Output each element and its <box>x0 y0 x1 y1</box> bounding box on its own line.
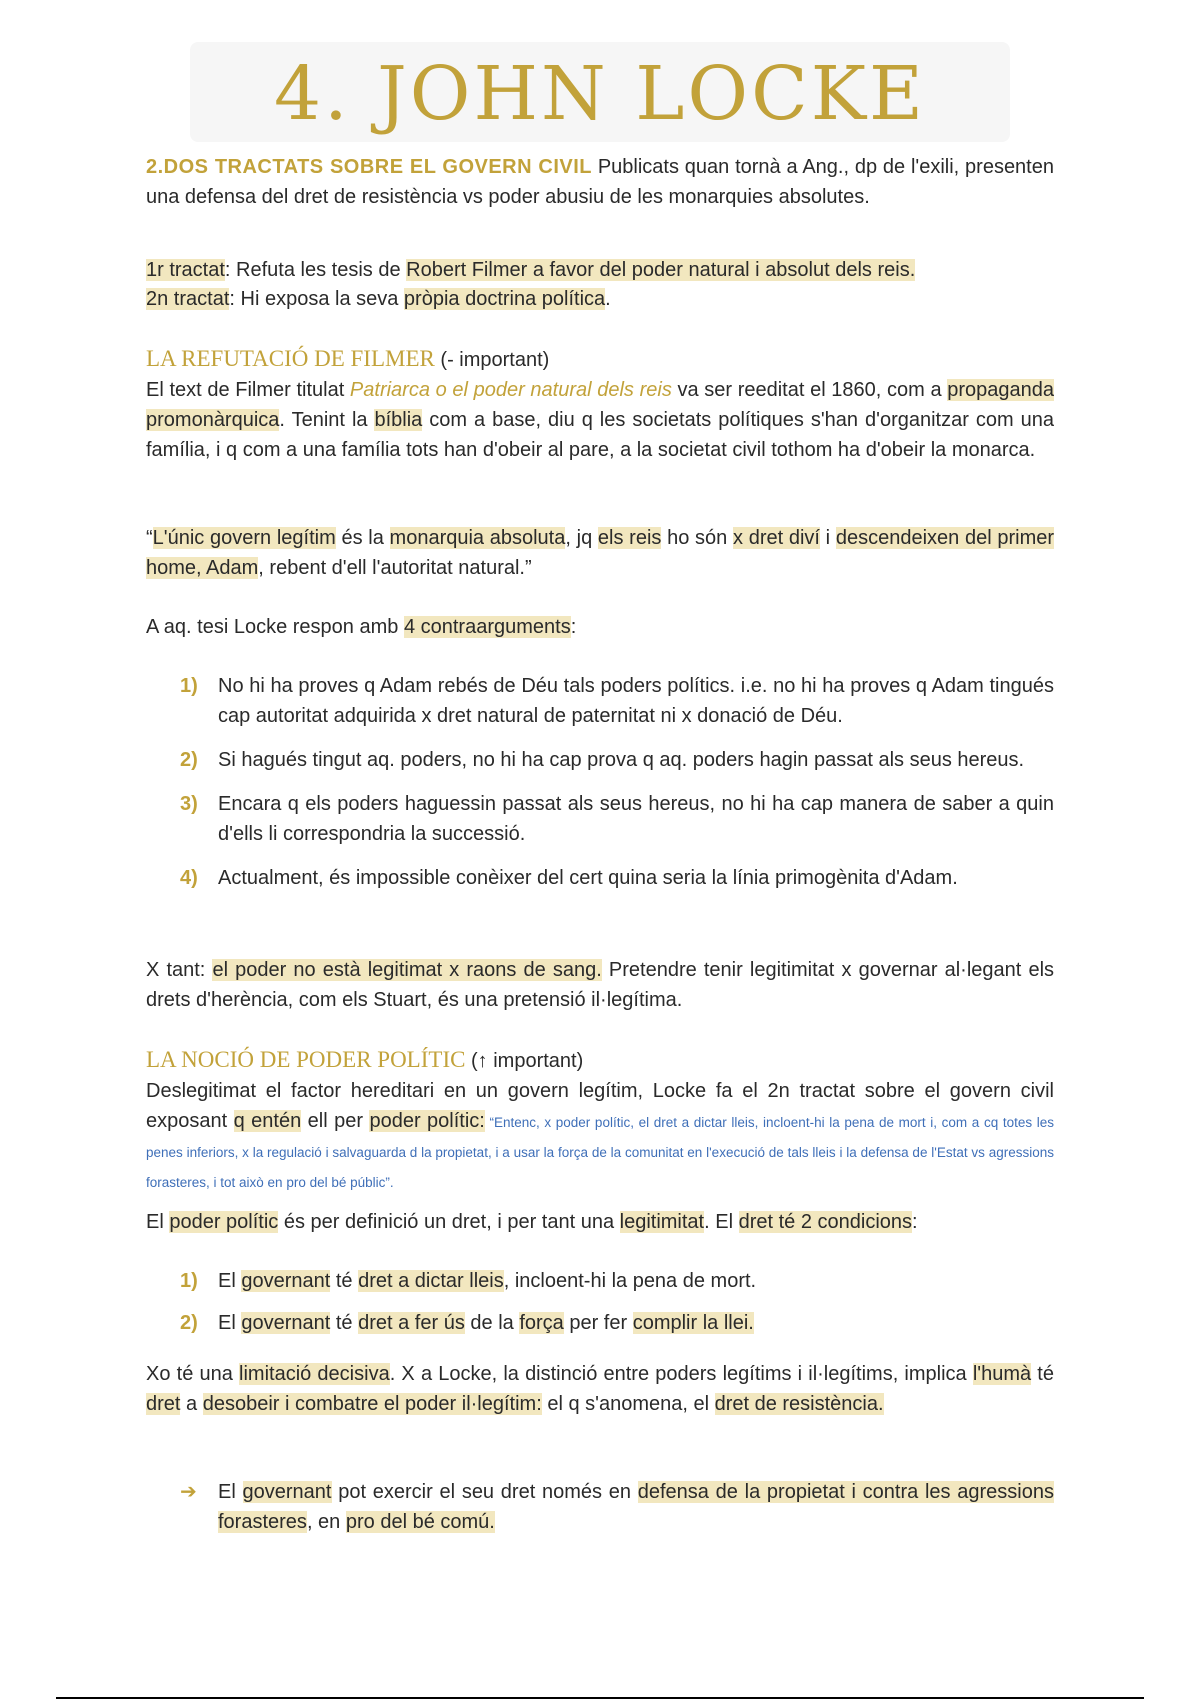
arrow-text-a: El <box>218 1481 243 1503</box>
refutacio-heading: LA REFUTACIÓ DE FILMER <box>146 346 435 371</box>
limitacio-paragraph <box>146 1359 1054 1419</box>
cond2-highlight-2: dret a fer ús <box>358 1312 465 1334</box>
nocio-highlight-1: q entén <box>233 1110 302 1132</box>
definition-text-a: El <box>146 1211 170 1233</box>
definition-highlight-2: legitimitat <box>619 1211 705 1233</box>
quote-open: “ <box>146 527 153 549</box>
quote-text-c: ho són <box>661 527 733 549</box>
limitacio-highlight-1: limitació decisiva <box>239 1363 390 1385</box>
limitacio-highlight-5: dret de resistència. <box>714 1393 884 1415</box>
page-title: 4. JOHN LOCKE <box>274 51 926 137</box>
response-text: A aq. tesi Locke respon amb <box>146 616 404 638</box>
cond2-text-b: té <box>330 1312 359 1334</box>
quote-highlight-3: els reis <box>597 527 662 549</box>
arrow-highlight-2: defensa de la propietat i contra les agressions forasteres <box>218 1481 1054 1533</box>
poder-definition <box>146 1207 1054 1237</box>
quote-highlight-4: x dret diví <box>733 527 820 549</box>
list-number: 2) <box>180 1312 198 1334</box>
limitacio-highlight-4: desobeir i combatre el poder il·legítim: <box>202 1393 542 1415</box>
list-number: 3) <box>180 793 198 815</box>
list-item <box>146 789 1054 849</box>
nocio-heading: LA NOCIÓ DE PODER POLÍTIC <box>146 1047 466 1072</box>
arrow-highlight-1: governant <box>242 1481 332 1503</box>
cond2-highlight-4: complir la llei. <box>632 1312 754 1334</box>
list-number: 1) <box>180 1270 198 1292</box>
refutacio-text-d: com a base, diu q les societats polítiques s'han d'organitzar com una família, i q com a una família tots han d'obeir al pare, a la societat civil tothom ha d'obeir la monarca. <box>146 409 1054 461</box>
refutacio-conclusion <box>146 955 1054 1015</box>
limitacio-highlight-3: dret <box>146 1393 181 1415</box>
cond1-text-a: El <box>218 1270 242 1292</box>
arrow-text-b: pot exercir el seu dret només en <box>331 1481 638 1503</box>
locke-response <box>146 612 1054 642</box>
definition-highlight-1: poder polític <box>169 1211 279 1233</box>
conclusion-text-a: X tant: <box>146 959 213 981</box>
refutacio-text-a: El text de Filmer titulat <box>146 379 350 401</box>
cond2-highlight-3: força <box>519 1312 564 1334</box>
list-number: 4) <box>180 867 198 889</box>
nocio-text-b: ell per <box>301 1110 370 1132</box>
list-number: 1) <box>180 675 198 697</box>
nocio-note: (↑ important) <box>465 1050 584 1072</box>
definition-text-b: és per definició un dret, i per tant una <box>278 1211 620 1233</box>
tractats-list <box>146 256 1054 314</box>
list-text: No hi ha proves q Adam rebés de Déu tals poders polítics. i.e. no hi ha proves q Adam tingués cap autoritat adquirida x dret natural de paternitat ni x donació de Déu. <box>218 675 1054 727</box>
refutacio-note: (- important) <box>434 349 550 371</box>
cond2-text-a: El <box>218 1312 242 1334</box>
list-item <box>146 1266 1054 1296</box>
footer-divider <box>56 1697 1144 1699</box>
quote-highlight-2: monarquia absoluta <box>389 527 566 549</box>
list-text: Si hagués tingut aq. poders, no hi ha cap prova q aq. poders hagin passat als seus hereus. <box>218 749 1025 771</box>
limitacio-text-a: Xo té una <box>146 1363 240 1385</box>
list-item <box>146 1477 1054 1537</box>
intro-text: Publicats quan tornà a Ang., dp de l'exili, presenten una defensa del dret de resistència vs poder abusiu de les monarquies absolutes. <box>146 156 1054 208</box>
cond2-text-d: per fer <box>563 1312 633 1334</box>
quote-text-d: i <box>819 527 836 549</box>
tractat-2-highlight: pròpia doctrina política <box>403 288 606 310</box>
list-text: Actualment, és impossible conèixer del cert quina seria la línia primogènita d'Adam. <box>218 867 958 889</box>
tractat-1-highlight: Robert Filmer a favor del poder natural i absolut dels reis. <box>406 259 916 281</box>
refutacio-text-b: va ser reeditat el 1860, com a <box>671 379 948 401</box>
cond1-text-b: té <box>330 1270 359 1292</box>
response-highlight: 4 contraarguments <box>403 616 571 638</box>
arrow-note <box>146 1477 1054 1551</box>
quote-highlight-1: L'únic govern legítim <box>152 527 336 549</box>
conclusion-text-b: Pretendre tenir legitimitat x governar al·legant els drets d'herència, com els Stuart, és una pretensió il·legítima. <box>146 959 1055 1011</box>
definition-highlight-3: dret té 2 condicions <box>738 1211 913 1233</box>
intro-paragraph <box>146 152 1054 212</box>
filmer-quote <box>146 523 1054 583</box>
refutacio-text-c: . Tenint la <box>279 409 375 431</box>
locke-quote: “Entenc, x poder polític, el dret a dictar lleis, incloent-hi la pena de mort i, com a cq totes les penes inferiors, x la regulació i salvaguarda d la propietat, i a usar la força de la comunitat en l'execució de tals lleis i la defensa de l'Estat vs agressions forasteres, i tot això en pro del bé públic”. <box>146 1115 1054 1190</box>
refutacio-highlight-2: bíblia <box>374 409 423 431</box>
list-item <box>146 1308 1054 1338</box>
limitacio-text-b: . X a Locke, la distinció entre poders legítims i il·legítims, implica <box>389 1363 973 1385</box>
limitacio-text-d: a <box>180 1393 203 1415</box>
arrow-text-c: , en <box>306 1511 346 1533</box>
list-text: Encara q els poders haguessin passat als seus hereus, no hi ha cap manera de saber a quin d'ells li correspondria la successió. <box>218 793 1054 845</box>
limitacio-highlight-2: l'humà <box>972 1363 1032 1385</box>
limitacio-text-c: té <box>1031 1363 1054 1385</box>
nocio-text-a: Deslegitimat el factor hereditari en un govern legítim, Locke fa el 2n tractat sobre el govern civil exposant <box>146 1080 1054 1132</box>
response-colon: : <box>570 616 577 638</box>
tractat-2-text: : Hi exposa la seva <box>229 288 404 310</box>
limitacio-text-e: el q s'anomena, el <box>541 1393 715 1415</box>
counterarguments-list <box>146 671 1054 907</box>
refutacio-highlight-1: propaganda promonàrquica <box>146 379 1055 431</box>
quote-text-a: és la <box>335 527 390 549</box>
arrow-highlight-3: pro del bé comú. <box>345 1511 495 1533</box>
nocio-highlight-2: poder polític: <box>369 1110 485 1132</box>
intro-heading: 2.DOS TRACTATS SOBRE EL GOVERN CIVIL <box>146 156 592 178</box>
cond1-text-c: , incloent-hi la pena de mort. <box>503 1270 757 1292</box>
nocio-section <box>146 1045 1054 1196</box>
cond1-highlight-1: governant <box>241 1270 331 1292</box>
filmer-book-title: Patriarca o el poder natural dels reis <box>349 379 672 401</box>
arrow-right-icon: ➔ <box>180 1481 197 1503</box>
conditions-list <box>146 1266 1054 1352</box>
refutacio-section <box>146 344 1054 465</box>
quote-text-b: , jq <box>565 527 598 549</box>
definition-text-c: . El <box>704 1211 739 1233</box>
quote-highlight-5: descendeixen del primer home, Adam <box>146 527 1055 579</box>
quote-text-e: , rebent d'ell l'autoritat natural.” <box>258 557 532 579</box>
cond2-text-c: de la <box>464 1312 520 1334</box>
tractat-1-text: : Refuta les tesis de <box>224 259 407 281</box>
list-number: 2) <box>180 749 198 771</box>
conclusion-highlight: el poder no està legitimat x raons de sang. <box>212 959 602 981</box>
tractat-2-label: 2n tractat <box>146 288 230 310</box>
cond2-highlight-1: governant <box>241 1312 331 1334</box>
cond1-highlight-2: dret a dictar lleis <box>358 1270 504 1292</box>
list-item <box>146 745 1054 775</box>
tractat-2-end: . <box>605 288 611 310</box>
list-item <box>146 671 1054 731</box>
tractat-1-label: 1r tractat <box>146 259 225 281</box>
definition-text-d: : <box>912 1211 918 1233</box>
list-item <box>146 863 1054 893</box>
